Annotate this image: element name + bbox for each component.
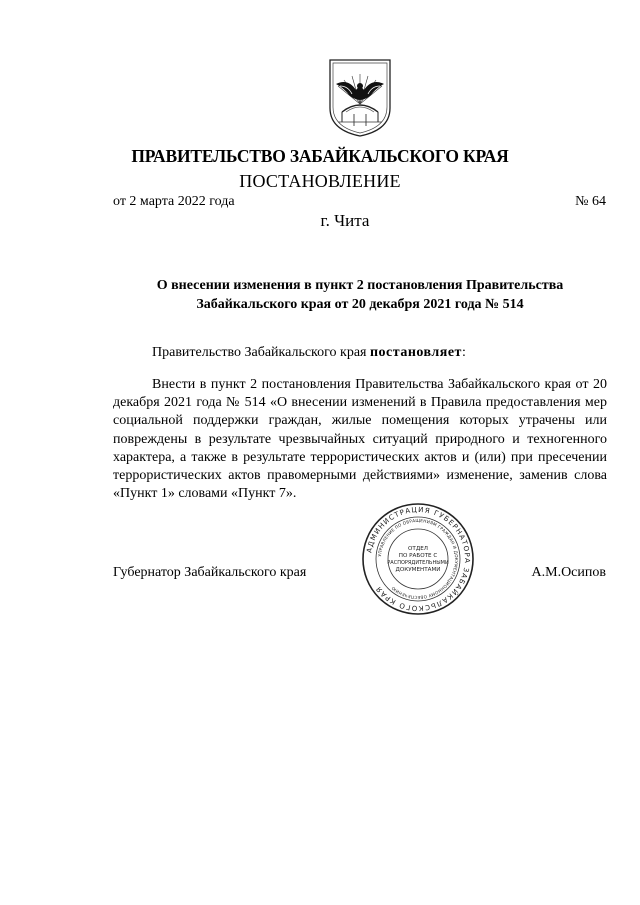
- stamp-inner-text: УПРАВЛЕНИЕ ПО ОБРАЩЕНИЯМ ГРАЖДАН И ДОКУМЕНТАЦИОННОМУ ОБЕСПЕЧЕНИЮ: [377, 517, 460, 601]
- signer-name: А.М.Осипов: [531, 565, 606, 580]
- decree-verb: постановляет: [369, 345, 462, 360]
- signer-title: Губернатор Забайкальского края: [113, 565, 307, 580]
- decree-subject: Правительство Забайкальского края: [152, 345, 367, 360]
- official-stamp: [361, 502, 475, 616]
- subject-line-1: О внесении изменения в пункт 2 постановления Правительства: [156, 278, 564, 293]
- subject-line-2: Забайкальского края от 20 декабря 2021 года № 514: [196, 297, 524, 312]
- document-date: от 2 марта 2022 года: [113, 194, 235, 209]
- coat-of-arms-emblem: [324, 56, 396, 138]
- stamp-outer-text: АДМИНИСТРАЦИЯ ГУБЕРНАТОРА ЗАБАЙКАЛЬСКОГО КРАЯ: [365, 505, 472, 613]
- stamp-center-line-4: ДОКУМЕНТАМИ: [395, 567, 441, 573]
- document-subject: [113, 276, 607, 314]
- decree-statement: [152, 345, 466, 361]
- government-title: ПРАВИТЕЛЬСТВО ЗАБАЙКАЛЬСКОГО КРАЯ: [131, 146, 509, 166]
- document-city: г. Чита: [320, 211, 370, 230]
- stamp-center-line-2: ПО РАБОТЕ С: [398, 553, 438, 559]
- document-body: Внести в пункт 2 постановления Правительства Забайкальского края от 20 декабря 2021 года № 514 «О внесении изменений в Правила предоставления мер социальной поддержки граждан, жилые помещения которых утрачены или повреждены в результате чрезвычайных ситуаций природного и техногенного характера, а также в результате террористических актов и (или) при пресечении террористических актов правомерными действиями» изменение, заменив слова «Пункт 1» словами «Пункт 7».: [113, 377, 607, 502]
- stamp-center-line-1: ОТДЕЛ: [408, 546, 428, 552]
- decree-colon: :: [461, 345, 466, 360]
- document-number: № 64: [575, 194, 606, 209]
- stamp-center-line-3: РАСПОРЯДИТЕЛЬНЫМИ: [387, 560, 449, 566]
- svg-text:УПРАВЛЕНИЕ ПО ОБРАЩЕНИЯМ ГРАЖД: [377, 518, 459, 600]
- document-type: ПОСТАНОВЛЕНИЕ: [239, 171, 401, 191]
